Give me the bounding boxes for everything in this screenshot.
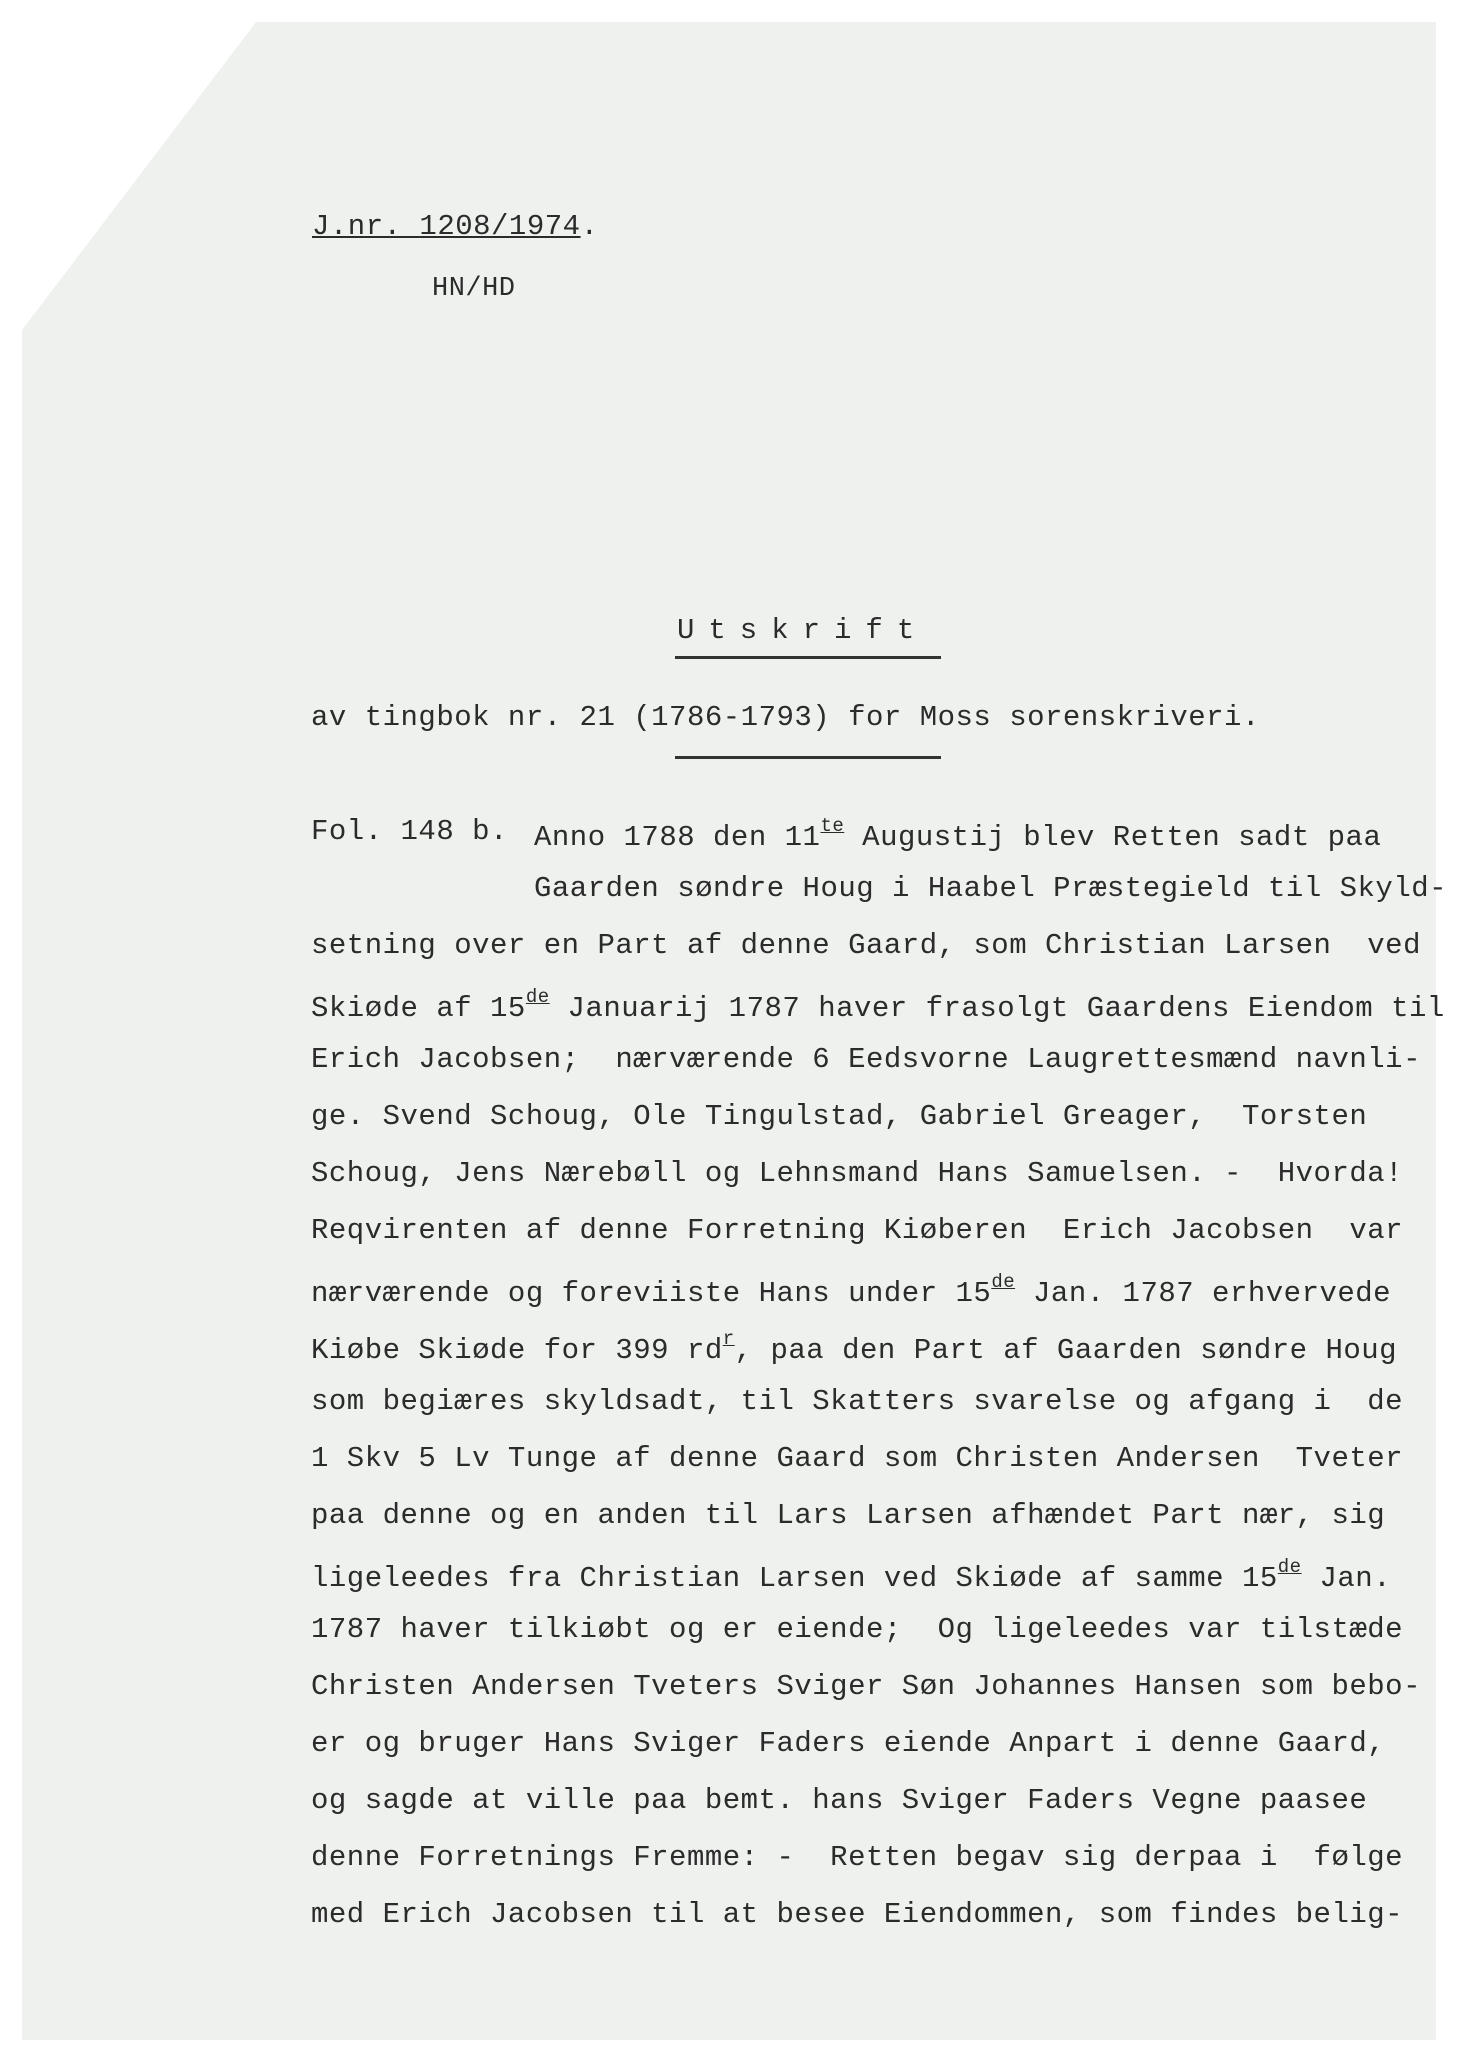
line-text: Gaarden søndre Houg i Haabel Præstegield til Skyld- (534, 872, 1448, 905)
line-text: setning over en Part af denne Gaard, som Christian Larsen ved (311, 929, 1421, 962)
superscript-ordinal: r (722, 1328, 735, 1350)
transcript-line (311, 1043, 1421, 1076)
superscript-ordinal: de (525, 986, 550, 1008)
line-text: Christen Andersen Tveters Sviger Søn Johannes Hansen som bebo- (311, 1670, 1421, 1703)
line-text: paa denne og en anden til Lars Larsen afhændet Part nær, sig (311, 1499, 1386, 1532)
transcript-line (534, 815, 1381, 854)
folio-reference: Fol. 148 b. (311, 815, 508, 848)
line-text: med Erich Jacobsen til at besee Eiendommen, som findes belig- (311, 1898, 1404, 1931)
subtitle: av tingbok nr. 21 (1786-1793) for Moss sorenskriveri. (311, 701, 1260, 734)
line-text: Erich Jacobsen; nærværende 6 Eedsvorne Laugrettesmænd navnli- (311, 1043, 1421, 1076)
line-text-continued: Jan. (1301, 1562, 1392, 1595)
transcript-line (311, 986, 1445, 1025)
transcript-line (534, 872, 1447, 905)
line-text: ge. Svend Schoug, Ole Tingulstad, Gabriel Greager, Torsten (311, 1100, 1368, 1133)
initials: HN/HD (432, 274, 516, 304)
transcript-line (311, 1499, 1385, 1532)
superscript-ordinal: de (1277, 1556, 1302, 1578)
journal-suffix: . (580, 210, 599, 243)
transcript-line (311, 1157, 1403, 1190)
transcript-line (311, 1841, 1403, 1874)
line-text: Kiøbe Skiøde for 399 rd (311, 1334, 723, 1367)
transcript-line (311, 1328, 1397, 1367)
transcript-line (311, 1727, 1385, 1760)
line-text: 1 Skv 5 Lv Tunge af denne Gaard som Christen Andersen Tveter (311, 1442, 1404, 1475)
transcript-line (311, 1670, 1421, 1703)
transcript-line (311, 1442, 1403, 1475)
transcript-line (311, 1214, 1403, 1247)
line-text: denne Forretnings Fremme: - Retten begav sig derpaa i følge (311, 1841, 1404, 1874)
line-text: Skiøde af 15 (311, 992, 526, 1025)
line-text: Schoug, Jens Nærebøll og Lehnsmand Hans Samuelsen. - Hvorda! (311, 1157, 1404, 1190)
line-text-continued: Januarij 1787 haver frasolgt Gaardens Eiendom til (549, 992, 1445, 1025)
subtitle-rule (675, 756, 941, 759)
transcript-line (311, 1385, 1403, 1418)
superscript-ordinal: te (820, 815, 845, 837)
line-text: 1787 haver tilkiøbt og er eiende; Og ligeleedes var tilstæde (311, 1613, 1404, 1646)
transcript-line (311, 1100, 1367, 1133)
line-text-continued: , paa den Part af Gaarden søndre Houg (734, 1334, 1398, 1367)
transcript-line (311, 1613, 1403, 1646)
line-text-continued: Jan. 1787 erhvervede (1015, 1277, 1392, 1310)
line-text-continued: Augustij blev Retten sadt paa (844, 821, 1382, 854)
journal-number-value: 1208/1974 (419, 210, 581, 243)
document-title: Utskrift (677, 614, 929, 647)
line-text: som begiæres skyldsadt, til Skatters svarelse og afgang i de (311, 1385, 1404, 1418)
transcript-line (311, 929, 1421, 962)
transcript-line (311, 1898, 1403, 1931)
line-text: er og bruger Hans Sviger Faders eiende Anpart i denne Gaard, (311, 1727, 1386, 1760)
line-text: Reqvirenten af denne Forretning Kiøberen Erich Jacobsen var (311, 1214, 1404, 1247)
line-text: Anno 1788 den 11 (534, 821, 821, 854)
transcript-line (311, 1556, 1391, 1595)
journal-number (312, 210, 598, 243)
title-underline (675, 656, 941, 659)
line-text: nærværende og foreviiste Hans under 15 (311, 1277, 992, 1310)
line-text: ligeleedes fra Christian Larsen ved Skiøde af samme 15 (311, 1562, 1278, 1595)
line-text: og sagde at ville paa bemt. hans Sviger Faders Vegne paasee (311, 1784, 1368, 1817)
transcript-line (311, 1271, 1391, 1310)
superscript-ordinal: de (991, 1271, 1016, 1293)
journal-prefix: J.nr. (312, 210, 420, 243)
transcript-line (311, 1784, 1367, 1817)
